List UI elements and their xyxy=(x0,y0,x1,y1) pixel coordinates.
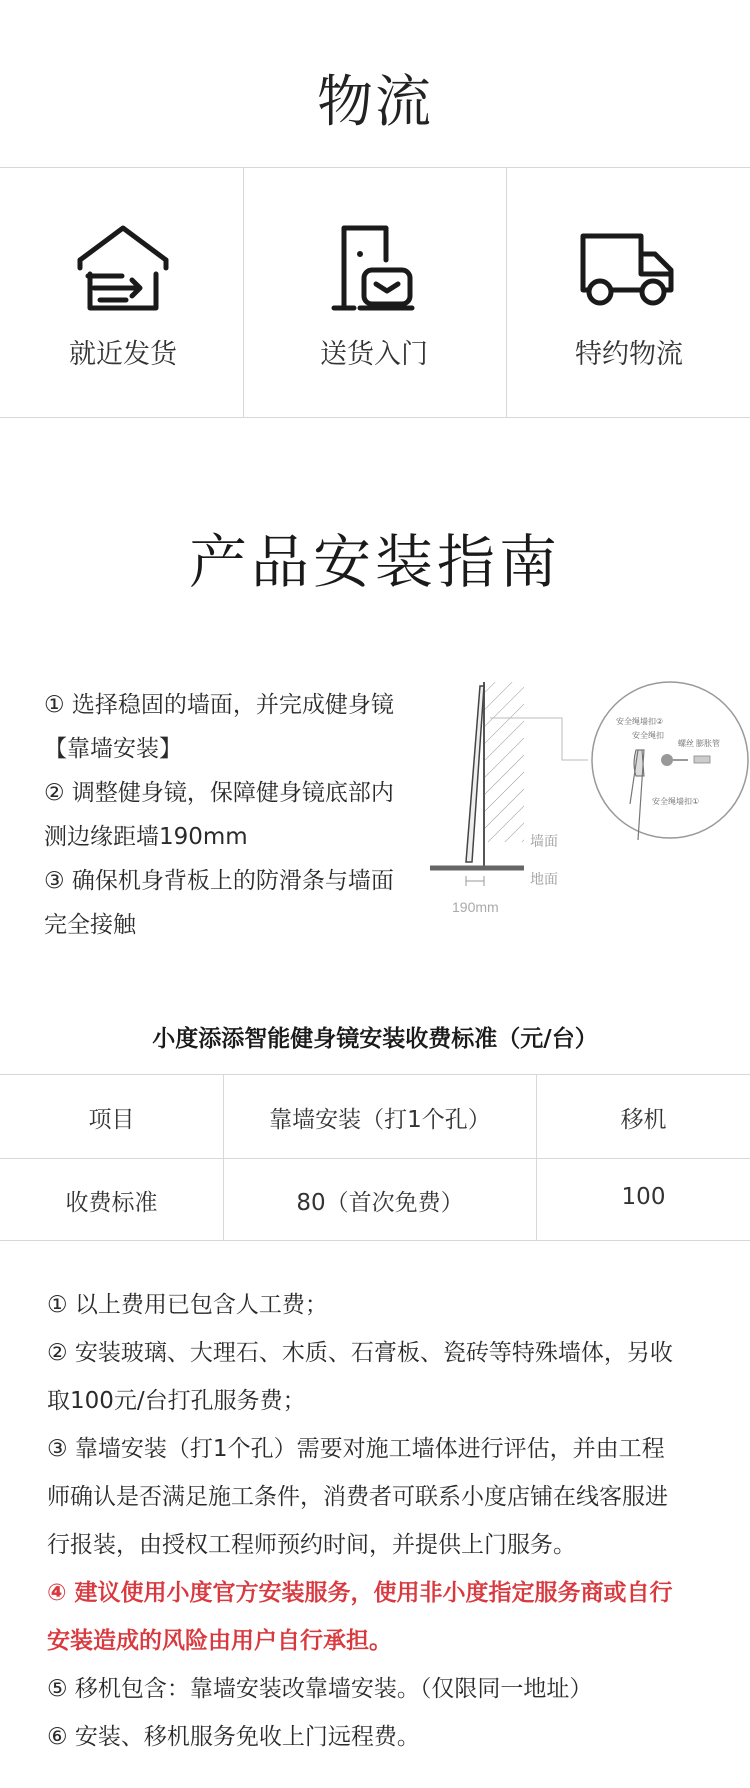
callout-label: 螺丝 xyxy=(678,739,694,748)
note-line: 行报装，由授权工程师预约时间，并提供上门服务。 xyxy=(47,1532,576,1558)
callout-label: 安全绳墙扣② xyxy=(616,717,664,726)
floor-label: 地面 xyxy=(530,872,558,888)
fee-title: 小度添添智能健身镜安装收费标准（元/台） xyxy=(152,1026,598,1052)
table-cell: 80（首次免费） xyxy=(296,1190,464,1216)
warning-line: 安装造成的风险由用户自行承担。 xyxy=(47,1628,392,1654)
table-border xyxy=(536,1074,537,1240)
note-line: ⑥ 安装、移机服务免收上门远程费。 xyxy=(47,1724,420,1750)
step-line: 完全接触 xyxy=(44,912,136,938)
table-border xyxy=(0,1158,750,1159)
guide-title: 产品安装指南 xyxy=(188,528,561,596)
callout-label: 安全绳扣 xyxy=(632,731,664,740)
table-border xyxy=(0,1074,750,1075)
note-line: 取100元/台打孔服务费； xyxy=(47,1388,306,1414)
wall-label: 墙面 xyxy=(530,834,558,850)
divider xyxy=(243,167,244,417)
truck-icon xyxy=(579,232,677,308)
feature-label-special-logistics: 特约物流 xyxy=(575,339,683,370)
door-package-icon xyxy=(330,224,418,312)
table-cell: 收费标准 xyxy=(65,1190,158,1216)
mirror-shape xyxy=(466,686,484,862)
table-cell: 100 xyxy=(621,1184,666,1210)
step-line: 【靠墙安装】 xyxy=(44,736,182,762)
feature-label-nearby-shipping: 就近发货 xyxy=(69,339,177,370)
logistics-title: 物流 xyxy=(317,70,433,135)
step-line: ③ 确保机身背板上的防滑条与墙面 xyxy=(44,868,394,894)
callout-label: 膨胀管 xyxy=(696,739,720,748)
distance-label: 190mm xyxy=(452,899,499,915)
table-border xyxy=(0,1240,750,1241)
note-line: ③ 靠墙安装（打1个孔）需要对施工墙体进行评估，并由工程 xyxy=(47,1436,665,1462)
feature-label-door-delivery: 送货入门 xyxy=(320,339,428,370)
step-line: ① 选择稳固的墙面，并完成健身镜 xyxy=(44,692,394,718)
callout-label: 安全绳墙扣① xyxy=(652,797,700,806)
step-line: ② 调整健身镜，保障健身镜底部内 xyxy=(44,780,394,806)
divider xyxy=(0,167,750,168)
note-line: ① 以上费用已包含人工费； xyxy=(47,1292,328,1318)
installation-diagram xyxy=(420,672,750,932)
divider xyxy=(506,167,507,417)
warning-line: ④ 建议使用小度官方安装服务，使用非小度指定服务商或自行 xyxy=(47,1580,673,1606)
note-line: 师确认是否满足施工条件，消费者可联系小度店铺在线客服进 xyxy=(47,1484,668,1510)
house-delivery-icon xyxy=(76,224,170,314)
note-line: ⑤ 移机包含：靠墙安装改靠墙安装。（仅限同一地址） xyxy=(47,1676,593,1702)
table-header-cell: 靠墙安装（打1个孔） xyxy=(269,1107,491,1133)
table-header-cell: 移机 xyxy=(620,1107,667,1133)
table-header-cell: 项目 xyxy=(88,1107,135,1133)
divider xyxy=(0,417,750,418)
step-line: 测边缘距墙190mm xyxy=(44,824,248,850)
note-line: ② 安装玻璃、大理石、木质、石膏板、瓷砖等特殊墙体，另收 xyxy=(47,1340,673,1366)
wall-hatch xyxy=(484,682,524,842)
